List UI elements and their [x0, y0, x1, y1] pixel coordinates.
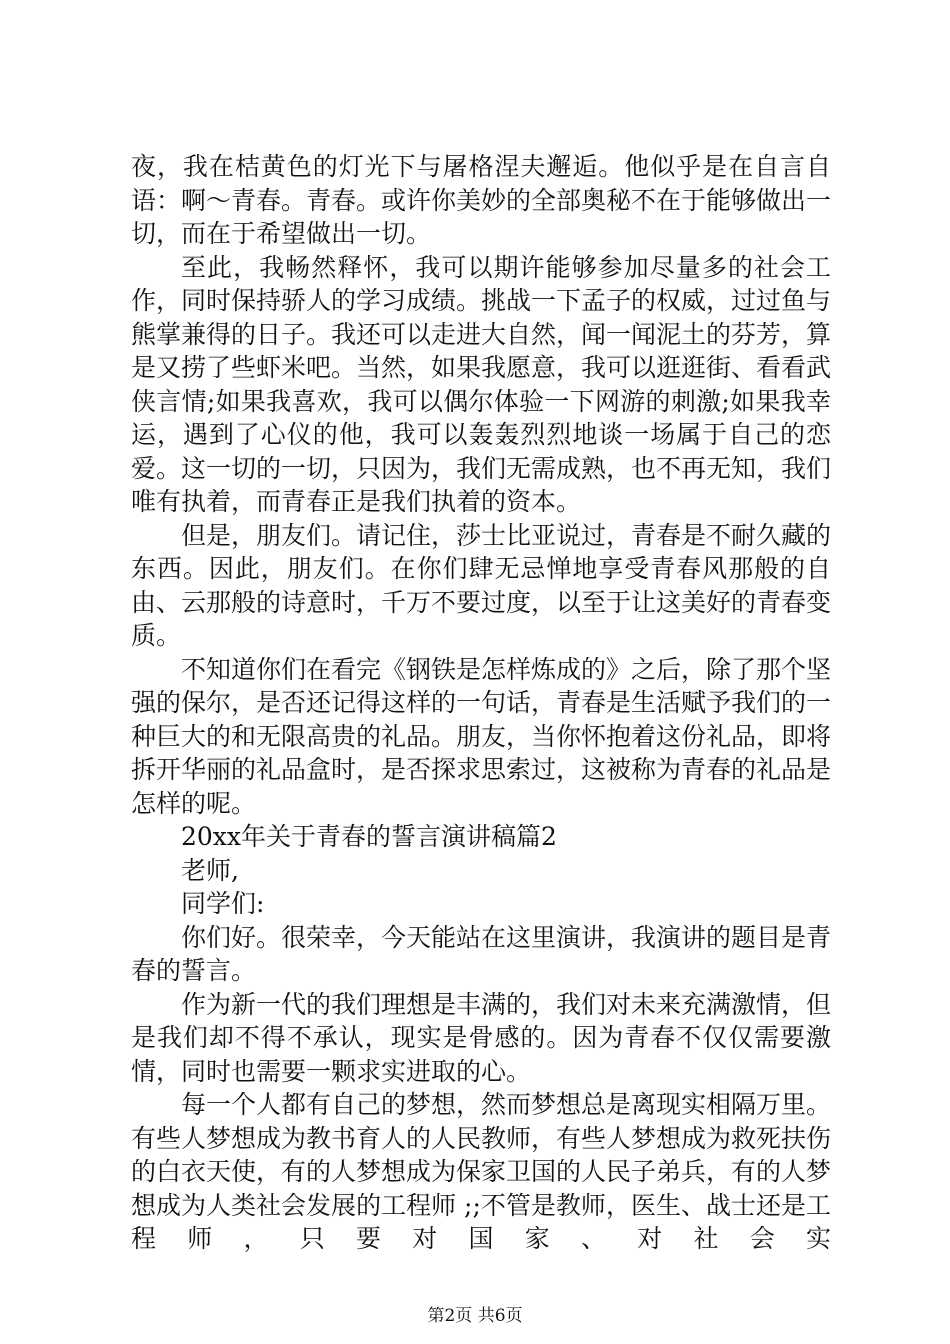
- document-body: [131, 150, 831, 1256]
- section-heading: 20xx年关于青春的誓言演讲稿篇2: [181, 822, 557, 851]
- paragraph-3: 但是，朋友们。请记住，莎士比亚说过，青春是不耐久藏的东西。因此，朋友们。在你们肆无忌惮地享受青春风那般的自由、云那般的诗意时，千万不要过度，以至于让这美好的青春变质。: [131, 520, 832, 650]
- paragraph-4: 不知道你们在看完《钢铁是怎样炼成的》之后，除了那个坚强的保尔，是否还记得这样的一句话，青春是生活赋予我们的一种巨大的和无限高贵的礼品。朋友，当你怀抱着这份礼品，即将拆开华丽的礼品盒时，是否探求思索过，这被称为青春的礼品是怎样的呢。: [131, 654, 832, 818]
- paragraph-1: 夜，我在桔黄色的灯光下与屠格涅夫邂逅。他似乎是在自言自语：啊～青春。青春。或许你美妙的全部奥秘不在于能够做出一切，而在于希望做出一切。: [131, 152, 832, 248]
- salutation-teachers: 老师,: [181, 855, 239, 885]
- paragraph-greeting: 你们好。很荣幸，今天能站在这里演讲，我演讲的题目是青春的誓言。: [131, 922, 832, 985]
- page-footer: [0, 1306, 950, 1326]
- salutation-students: 同学们:: [181, 889, 265, 918]
- page-number: 第2页 共6页: [427, 1306, 523, 1326]
- paragraph-dreams: 每一个人都有自己的梦想，然而梦想总是离现实相隔万里。有些人梦想成为教书育人的人民教师，有些人梦想成为救死扶伤的白衣天使，有的人梦想成为保家卫国的人民子弟兵，有的人梦想成为人类社会发展的工程师 ;;不管是教师，医生、战士还是工程师，只要对国家、对社会实: [131, 1090, 832, 1253]
- paragraph-2: 至此，我畅然释怀，我可以期许能够参加尽量多的社会工作，同时保持骄人的学习成绩。挑战一下孟子的权威，过过鱼与熊掌兼得的日子。我还可以走进大自然，闻一闻泥土的芬芳，算是又捞了些虾米吧。当然，如果我愿意，我可以逛逛街、看看武侠言情;如果我喜欢，我可以偶尔体验一下网游的刺激;如果我幸运，遇到了心仪的他，我可以轰轰烈烈地谈一场属于自己的恋爱。这一切的一切，只因为，我们无需成熟，也不再无知，我们唯有执着，而青春正是我们执着的资本。: [131, 252, 832, 516]
- paragraph-ideals: 作为新一代的我们理想是丰满的，我们对未来充满激情，但是我们却不得不承认，现实是骨感的。因为青春不仅仅需要激情，同时也需要一颗求实进取的心。: [131, 989, 832, 1086]
